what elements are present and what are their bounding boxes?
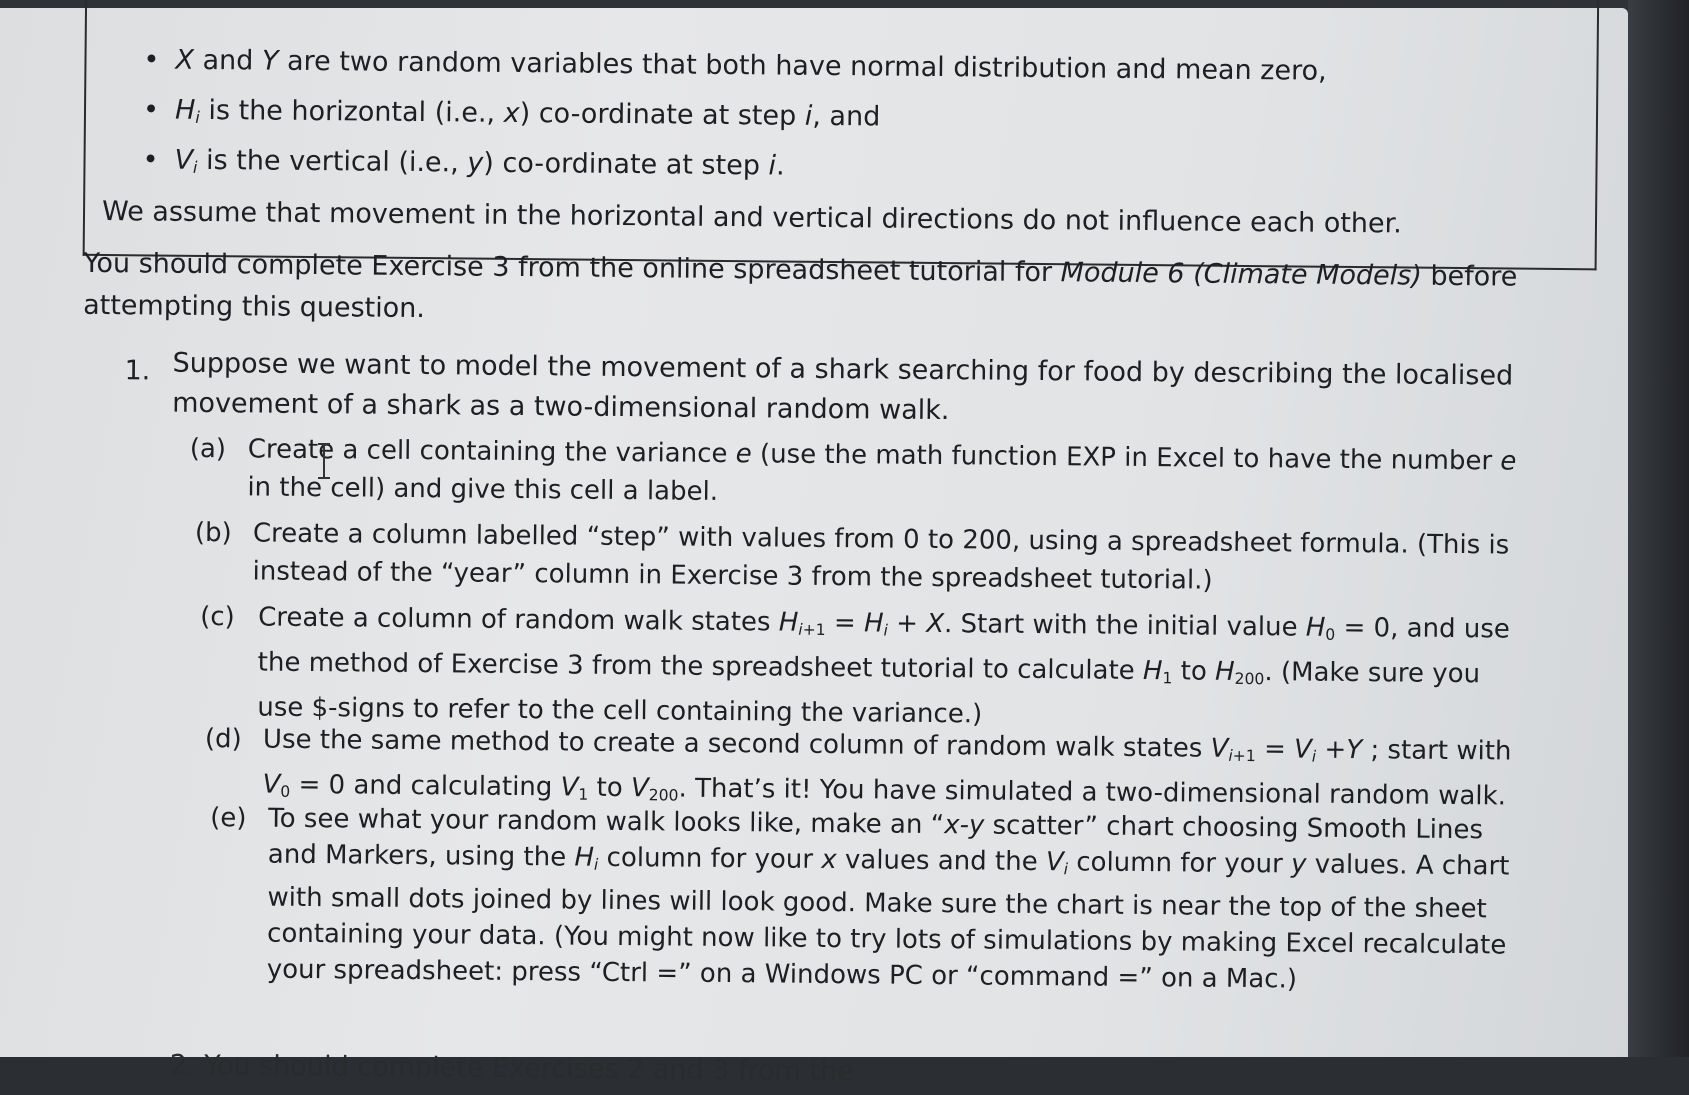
item-a: (a) Create a cell containing the variance e (use the math function EXP in Excel to have the number e in the cell) and give this cell a label.: [189, 433, 1517, 507]
bullet-xy: • X and Y are two random variables that both have normal distribution and mean zero,: [143, 44, 1327, 87]
next-question-cut: 2. You should complete Exercises 2 and 3 from the: [169, 1049, 854, 1088]
question-text: Suppose we want to model the movement of a shark searching for food by describing the localised movement of a shark as a two-dimensional random walk.: [172, 347, 1514, 427]
bullet-dot: •: [143, 44, 160, 76]
bullet-h: • $H_i$ is the horizontal (i.e., x) co-ordinate at step i, and: [142, 94, 881, 133]
item-b: (b) Create a column labelled “step” with values from 0 to 200, using a spreadsheet formula. (This is instead of the “year” column in Exercise 3 from the spreadsheet tutorial.): [194, 517, 1510, 596]
bullet-dot: •: [142, 94, 160, 126]
screen-bezel: [1628, 0, 1689, 1057]
document-page: [0, 8, 1628, 1088]
assumption-text: We assume that movement in the horizontal and vertical directions do not influence each other.: [101, 195, 1402, 240]
question-number: 1.: [124, 355, 151, 387]
item-c: (c) Create a column of random walk states $H_{i+1} = H_i + X$. Start with the initial value $H_0 = 0$, and use the method of Exercise 3 from the spreadsheet tutorial to calculate $H_1$ to $H_{200}$. (Make sure you use $-signs to refer to the cell containing the variance.): [200, 601, 1511, 730]
intro-paragraph: You should complete Exercise 3 from the online spreadsheet tutorial for Module 6 (Climate Models) before attempting this question.: [83, 247, 1518, 325]
bullet-dot: •: [142, 144, 159, 176]
text-cursor-icon: [316, 443, 332, 479]
item-d: (d) Use the same method to create a second column of random walk states $V_{i+1} = V_i +Y$ ; start with $V_0 = 0$ and calculating $V_1$ to $V_{200}$. That’s it! You have simulated a two-dimensional random walk.: [204, 724, 1512, 812]
bullet-v: • $V_i$ is the vertical (i.e., y) co-ordinate at step i.: [142, 144, 785, 182]
item-e: (e) To see what your random walk looks like, make an “x-y scatter” chart choosing Smooth Lines and Markers, using the $H_i$ column for your x values and the $V_i$ column for your y values. A chart with small dots joined by lines will look good. Make sure the chart is near the top of the sheet containing your data. (You might now like to try lots of simulations by making Excel recalculate your spreadsheet: press “Ctrl =” on a Windows PC or “command =” on a Mac.): [210, 803, 1510, 995]
